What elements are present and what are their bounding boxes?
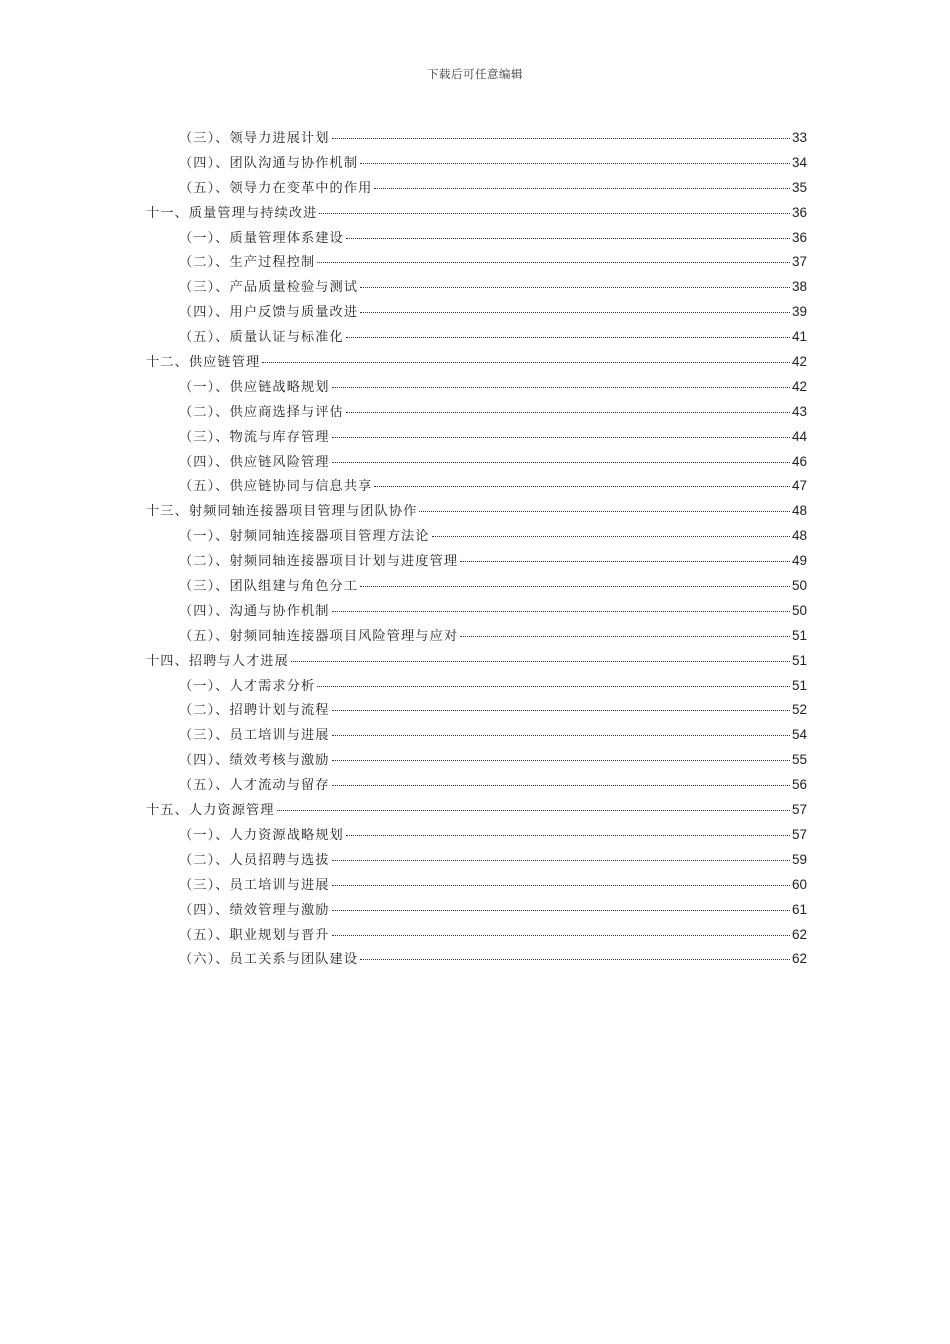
toc-entry-label: 十二、供应链管理 [146, 355, 261, 371]
toc-section-entry[interactable] [146, 275, 807, 300]
toc-page-number: 57 [791, 802, 807, 818]
toc-section-entry[interactable] [146, 325, 807, 350]
toc-page-number: 35 [791, 179, 807, 195]
toc-entry-label: （五）、职业规划与晋升 [179, 927, 330, 943]
toc-page-number: 51 [791, 652, 807, 668]
toc-page-number: 41 [791, 329, 807, 345]
toc-page-number: 33 [791, 130, 807, 145]
toc-dot-leader [346, 237, 790, 239]
toc-dot-leader [291, 660, 790, 662]
toc-entry-label: 十五、人力资源管理 [146, 803, 275, 819]
toc-section-entry[interactable] [146, 474, 807, 499]
toc-section-entry[interactable] [146, 176, 807, 201]
toc-entry-label: （四）、绩效考核与激励 [179, 753, 330, 769]
toc-dot-leader [346, 336, 790, 338]
toc-entry-label: （四）、绩效管理与激励 [179, 902, 330, 918]
toc-page-number: 61 [791, 901, 807, 917]
toc-page-number: 37 [791, 254, 807, 270]
toc-section-entry[interactable] [146, 698, 807, 723]
toc-dot-leader [317, 685, 790, 687]
toc-dot-leader [332, 461, 790, 463]
table-of-contents [146, 126, 807, 972]
toc-dot-leader [319, 212, 790, 214]
toc-section-entry[interactable] [146, 126, 807, 151]
toc-dot-leader [262, 361, 790, 363]
toc-entry-label: （五）、供应链协同与信息共享 [179, 479, 373, 495]
toc-section-entry[interactable] [146, 375, 807, 400]
toc-page-number: 44 [791, 428, 807, 444]
toc-dot-leader [332, 709, 790, 711]
toc-dot-leader [360, 286, 790, 288]
toc-dot-leader [332, 909, 790, 911]
toc-entry-label: （四）、供应链风险管理 [179, 454, 330, 470]
toc-page-number: 54 [791, 727, 807, 743]
toc-page-number: 48 [791, 528, 807, 544]
toc-entry-label: （一）、射频同轴连接器项目管理方法论 [179, 529, 430, 545]
toc-dot-leader [360, 162, 790, 164]
toc-section-entry[interactable] [146, 848, 807, 873]
toc-chapter-entry[interactable] [146, 350, 807, 375]
toc-entry-label: （五）、射频同轴连接器项目风险管理与应对 [179, 628, 459, 644]
toc-page-number: 38 [791, 279, 807, 295]
toc-section-entry[interactable] [146, 923, 807, 948]
toc-page-number: 46 [791, 453, 807, 469]
toc-page-number: 62 [791, 951, 807, 967]
toc-dot-leader [332, 759, 790, 761]
toc-section-entry[interactable] [146, 226, 807, 251]
toc-page-number: 57 [791, 826, 807, 842]
toc-page-number: 55 [791, 752, 807, 768]
toc-dot-leader [332, 934, 790, 936]
toc-dot-leader [360, 311, 790, 313]
toc-dot-leader [332, 137, 790, 139]
toc-dot-leader [332, 386, 790, 388]
toc-entry-label: （四）、团队沟通与协作机制 [179, 155, 359, 171]
toc-entry-label: （一）、人才需求分析 [179, 678, 316, 694]
toc-entry-label: （三）、物流与库存管理 [179, 429, 330, 445]
toc-page-number: 39 [791, 304, 807, 320]
toc-entry-label: （二）、生产过程控制 [179, 255, 316, 271]
toc-section-entry[interactable] [146, 549, 807, 574]
toc-entry-label: （三）、领导力进展计划 [179, 131, 330, 146]
toc-page-number: 43 [791, 403, 807, 419]
toc-page-number: 42 [791, 378, 807, 394]
toc-dot-leader [374, 485, 790, 487]
toc-entry-label: 十三、射频同轴连接器项目管理与团队协作 [146, 504, 418, 520]
toc-page-number: 36 [791, 229, 807, 245]
toc-dot-leader [360, 585, 790, 587]
toc-page-number: 60 [791, 876, 807, 892]
toc-entry-label: （六）、员工关系与团队建设 [179, 952, 359, 968]
toc-section-entry[interactable] [146, 574, 807, 599]
toc-dot-leader [332, 884, 790, 886]
toc-dot-leader [374, 187, 790, 189]
toc-section-entry[interactable] [146, 947, 807, 972]
toc-section-entry[interactable] [146, 599, 807, 624]
toc-dot-leader [317, 261, 790, 263]
toc-page-number: 47 [791, 478, 807, 494]
toc-entry-label: （四）、用户反馈与质量改进 [179, 305, 359, 321]
toc-section-entry[interactable] [146, 674, 807, 699]
toc-chapter-entry[interactable] [146, 499, 807, 524]
toc-dot-leader [332, 436, 790, 438]
toc-section-entry[interactable] [146, 624, 807, 649]
toc-entry-label: （二）、人员招聘与选拔 [179, 852, 330, 868]
toc-page-number: 48 [791, 503, 807, 519]
toc-entry-label: （三）、员工培训与进展 [179, 877, 330, 893]
toc-entry-label: （二）、射频同轴连接器项目计划与进度管理 [179, 554, 459, 570]
toc-entry-label: （五）、质量认证与标准化 [179, 330, 344, 346]
toc-entry-label: （二）、招聘计划与流程 [179, 703, 330, 719]
toc-entry-label: （三）、产品质量检验与测试 [179, 280, 359, 296]
toc-dot-leader [332, 610, 790, 612]
toc-entry-label: （三）、员工培训与进展 [179, 728, 330, 744]
toc-dot-leader [346, 411, 790, 413]
toc-entry-label: （一）、质量管理体系建设 [179, 230, 344, 246]
toc-page-number: 51 [791, 627, 807, 643]
toc-page-number: 49 [791, 553, 807, 569]
toc-entry-label: 十四、招聘与人才进展 [146, 653, 289, 669]
toc-chapter-entry[interactable] [146, 649, 807, 674]
toc-dot-leader [346, 834, 790, 836]
toc-section-entry[interactable] [146, 873, 807, 898]
toc-section-entry[interactable] [146, 250, 807, 275]
toc-dot-leader [360, 958, 790, 960]
toc-section-entry[interactable] [146, 524, 807, 549]
toc-page-number: 59 [791, 851, 807, 867]
toc-dot-leader [332, 859, 790, 861]
toc-chapter-entry[interactable] [146, 798, 807, 823]
toc-entry-label: （一）、供应链战略规划 [179, 379, 330, 395]
toc-entry-label: （一）、人力资源战略规划 [179, 827, 344, 843]
toc-dot-leader [432, 535, 790, 537]
toc-section-entry[interactable] [146, 300, 807, 325]
toc-entry-label: 十一、质量管理与持续改进 [146, 205, 318, 221]
toc-dot-leader [419, 510, 790, 512]
toc-section-entry[interactable] [146, 773, 807, 798]
toc-section-entry[interactable] [146, 723, 807, 748]
toc-dot-leader [460, 560, 790, 562]
toc-page-number: 62 [791, 926, 807, 942]
toc-section-entry[interactable] [146, 748, 807, 773]
toc-page-number: 51 [791, 677, 807, 693]
toc-entry-label: （二）、供应商选择与评估 [179, 404, 344, 420]
toc-dot-leader [277, 809, 790, 811]
toc-page-number: 42 [791, 354, 807, 370]
toc-chapter-entry[interactable] [146, 201, 807, 226]
toc-section-entry[interactable] [146, 400, 807, 425]
toc-page-number: 56 [791, 777, 807, 793]
toc-page-number: 36 [791, 204, 807, 220]
toc-entry-label: （三）、团队组建与角色分工 [179, 579, 359, 595]
toc-page-number: 34 [791, 154, 807, 170]
toc-section-entry[interactable] [146, 425, 807, 450]
toc-page-number: 50 [791, 602, 807, 618]
toc-entry-label: （四）、沟通与协作机制 [179, 603, 330, 619]
toc-entry-label: （五）、领导力在变革中的作用 [179, 180, 373, 196]
toc-page-number: 52 [791, 702, 807, 718]
toc-section-entry[interactable] [146, 450, 807, 475]
toc-entry-label: （五）、人才流动与留存 [179, 778, 330, 794]
toc-dot-leader [332, 734, 790, 736]
toc-section-entry[interactable] [146, 898, 807, 923]
toc-page-number: 50 [791, 578, 807, 594]
page-header: 下载后可任意编辑 [427, 67, 523, 81]
toc-section-entry[interactable] [146, 151, 807, 176]
toc-dot-leader [332, 784, 790, 786]
toc-section-entry[interactable] [146, 823, 807, 848]
toc-dot-leader [460, 635, 790, 637]
